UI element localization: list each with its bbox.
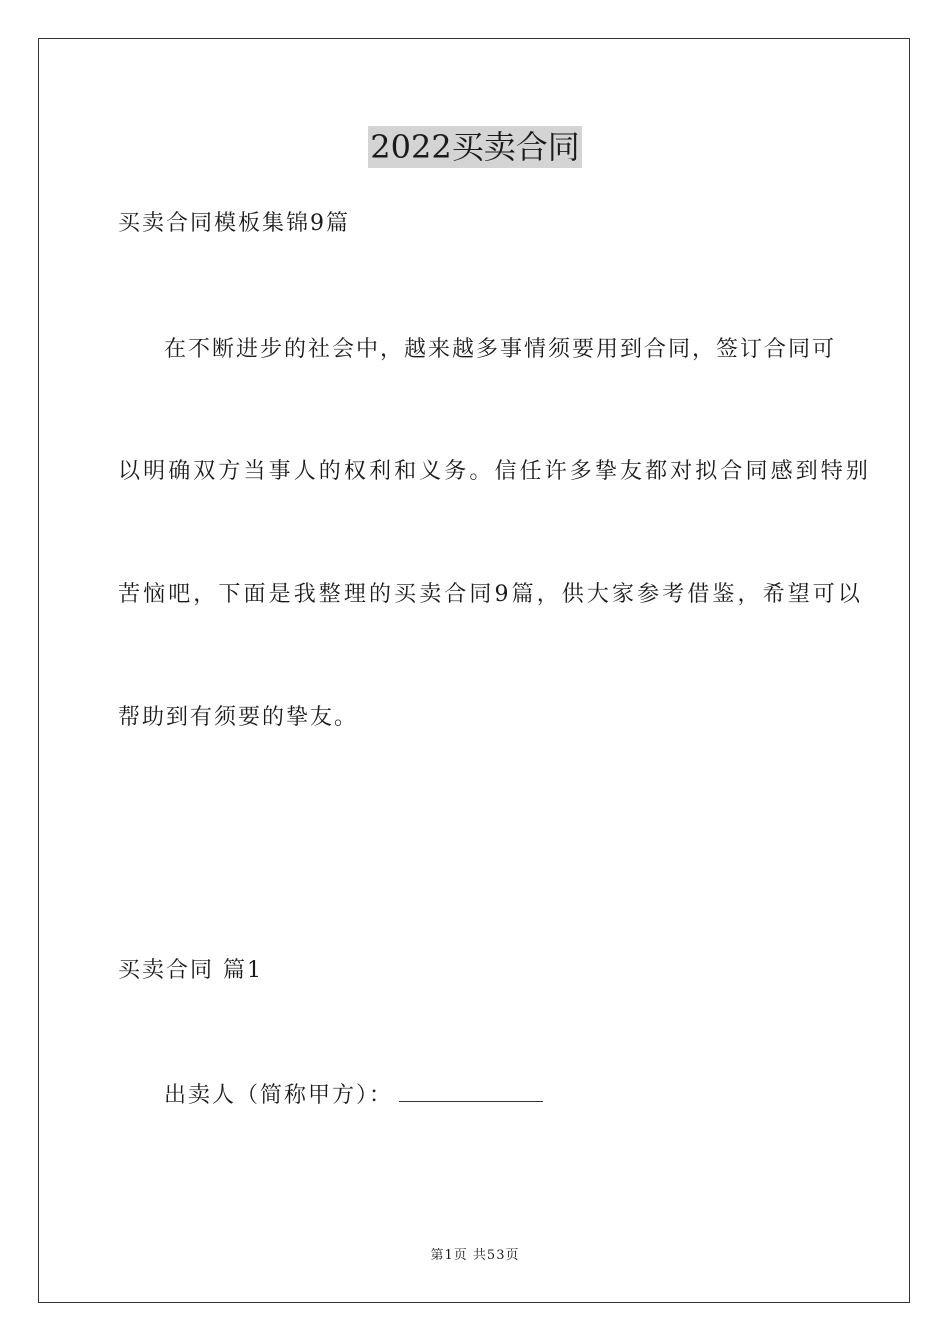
title-container [0, 126, 950, 168]
intro-paragraph-line: 以明确双方当事人的权利和义务。信任许多挚友都对拟合同感到特别 [118, 459, 872, 484]
intro-paragraph-line: 在不断进步的社会中，越来越多事情须要用到合同，签订合同可 [164, 337, 837, 362]
page-footer: 第1页 共53页 [430, 1248, 520, 1263]
seller-line [164, 1081, 543, 1111]
seller-label: 出卖人（简称甲方）： [164, 1083, 394, 1108]
section-heading: 买卖合同 篇1 [118, 958, 263, 983]
intro-paragraph-line: 苦恼吧，下面是我整理的买卖合同9篇，供大家参考借鉴，希望可以 [118, 582, 863, 607]
document-subtitle: 买卖合同模板集锦9篇 [118, 211, 350, 236]
seller-blank-field[interactable] [399, 1081, 543, 1102]
intro-paragraph-line: 帮助到有须要的挚友。 [118, 705, 359, 730]
document-title: 2022买卖合同 [370, 128, 580, 166]
